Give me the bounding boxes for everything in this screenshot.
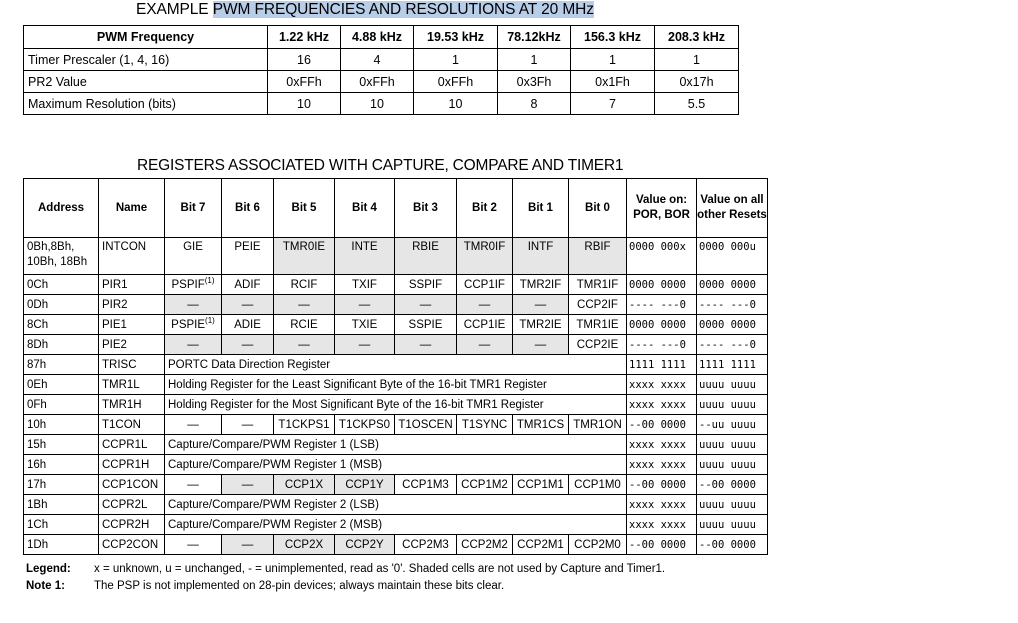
table-cell: Capture/Compare/PWM Register 1 (MSB) bbox=[165, 455, 627, 475]
table-cell: — bbox=[395, 295, 457, 315]
table-cell: INTF bbox=[513, 238, 569, 275]
table-cell: Maximum Resolution (bits) bbox=[24, 93, 268, 115]
table-row bbox=[24, 455, 768, 475]
header-cell: 208.3 kHz bbox=[655, 26, 739, 49]
pwm-title-prefix: EXAMPLE bbox=[136, 1, 213, 18]
table-cell: 0000 0000 bbox=[697, 275, 768, 295]
table-cell: CCP1M2 bbox=[457, 475, 513, 495]
table-cell: Capture/Compare/PWM Register 2 (LSB) bbox=[165, 495, 627, 515]
registers-table bbox=[23, 178, 768, 555]
table-cell: 0x1Fh bbox=[571, 71, 655, 93]
table-cell: 1 bbox=[498, 49, 571, 71]
table-cell: xxxx xxxx bbox=[627, 375, 697, 395]
header-cell: Bit 4 bbox=[335, 179, 395, 238]
table-cell: TXIF bbox=[335, 275, 395, 295]
table-cell: CCP2X bbox=[274, 535, 335, 555]
table-row bbox=[24, 335, 768, 355]
table-cell: 0xFFh bbox=[414, 71, 498, 93]
table-cell: ---- ---0 bbox=[697, 295, 768, 315]
table-cell: CCP1IE bbox=[457, 315, 513, 335]
table-cell: --00 0000 bbox=[627, 415, 697, 435]
table-cell: PIE2 bbox=[99, 335, 165, 355]
table-cell: 8 bbox=[498, 93, 571, 115]
table-cell: ADIF bbox=[222, 275, 274, 295]
table-cell: RCIE bbox=[274, 315, 335, 335]
table-cell bbox=[165, 315, 222, 335]
table-cell: CCP2IE bbox=[569, 335, 627, 355]
table-cell: — bbox=[165, 475, 222, 495]
table-cell: CCP2M3 bbox=[395, 535, 457, 555]
note-text: The PSP is not implemented on 28-pin devices; always maintain these bits clear. bbox=[94, 580, 505, 592]
table-cell: CCP2IF bbox=[569, 295, 627, 315]
table-cell: Holding Register for the Most Significant Byte of the 16-bit TMR1 Register bbox=[165, 395, 627, 415]
header-cell: 156.3 kHz bbox=[571, 26, 655, 49]
table-cell: 1 bbox=[655, 49, 739, 71]
table-cell: T1SYNC bbox=[457, 415, 513, 435]
table-cell: — bbox=[222, 335, 274, 355]
header-cell: Bit 5 bbox=[274, 179, 335, 238]
table-cell: — bbox=[222, 415, 274, 435]
table-cell: 10h bbox=[24, 415, 99, 435]
table-cell: PIR1 bbox=[99, 275, 165, 295]
table-cell: 0Dh bbox=[24, 295, 99, 315]
table-row bbox=[24, 375, 768, 395]
table-cell: TRISC bbox=[99, 355, 165, 375]
table-cell: — bbox=[165, 335, 222, 355]
table-cell: Capture/Compare/PWM Register 1 (LSB) bbox=[165, 435, 627, 455]
table-cell: 17h bbox=[24, 475, 99, 495]
header-cell: Bit 2 bbox=[457, 179, 513, 238]
table-cell: TMR1ON bbox=[569, 415, 627, 435]
table-cell: --uu uuuu bbox=[697, 415, 768, 435]
table-cell: xxxx xxxx bbox=[627, 395, 697, 415]
table-cell: — bbox=[395, 335, 457, 355]
table-cell: — bbox=[165, 295, 222, 315]
table-cell: --00 0000 bbox=[697, 475, 768, 495]
table-cell: 16 bbox=[268, 49, 341, 71]
header-cell: PWM Frequency bbox=[24, 26, 268, 49]
table-cell: — bbox=[274, 295, 335, 315]
table-cell: — bbox=[222, 535, 274, 555]
table-row bbox=[24, 295, 768, 315]
table-cell: 0xFFh bbox=[268, 71, 341, 93]
table-cell: 10 bbox=[341, 93, 414, 115]
table-cell: 1Bh bbox=[24, 495, 99, 515]
table-cell: TXIE bbox=[335, 315, 395, 335]
table-cell: — bbox=[513, 335, 569, 355]
table-cell: CCP1IF bbox=[457, 275, 513, 295]
pwm-table-title bbox=[136, 1, 594, 19]
table-header-row bbox=[24, 179, 768, 238]
table-cell: 1111 1111 bbox=[627, 355, 697, 375]
header-cell: Name bbox=[99, 179, 165, 238]
table-cell: 1Dh bbox=[24, 535, 99, 555]
table-cell bbox=[165, 275, 222, 295]
table-cell: TMR1IF bbox=[569, 275, 627, 295]
table-cell: 15h bbox=[24, 435, 99, 455]
table-cell: CCP1Y bbox=[335, 475, 395, 495]
table-cell: TMR1IE bbox=[569, 315, 627, 335]
table-cell: CCP2M2 bbox=[457, 535, 513, 555]
footnote-mark: (1) bbox=[205, 315, 215, 325]
table-cell: — bbox=[222, 475, 274, 495]
table-cell: — bbox=[513, 295, 569, 315]
table-cell: CCP1M1 bbox=[513, 475, 569, 495]
table-cell: CCPR2H bbox=[99, 515, 165, 535]
table-row bbox=[24, 355, 768, 375]
table-cell: T1OSCEN bbox=[395, 415, 457, 435]
table-cell: CCPR1L bbox=[99, 435, 165, 455]
table-cell: T1CKPS0 bbox=[335, 415, 395, 435]
table-cell: 0000 0000 bbox=[627, 315, 697, 335]
table-cell: 10 bbox=[268, 93, 341, 115]
table-cell: xxxx xxxx bbox=[627, 515, 697, 535]
table-cell: TMR1CS bbox=[513, 415, 569, 435]
table-cell: — bbox=[165, 415, 222, 435]
legend-label: Legend: bbox=[26, 563, 71, 575]
pwm-frequency-table bbox=[23, 25, 739, 115]
table-cell: TMR0IF bbox=[457, 238, 513, 275]
header-cell: Bit 0 bbox=[569, 179, 627, 238]
header-cell: 19.53 kHz bbox=[414, 26, 498, 49]
table-cell: — bbox=[165, 535, 222, 555]
table-row bbox=[24, 275, 768, 295]
table-cell: 87h bbox=[24, 355, 99, 375]
table-cell: — bbox=[457, 335, 513, 355]
table-cell: 1Ch bbox=[24, 515, 99, 535]
table-row bbox=[24, 49, 739, 71]
table-cell: 1 bbox=[571, 49, 655, 71]
table-cell: Holding Register for the Least Significant Byte of the 16-bit TMR1 Register bbox=[165, 375, 627, 395]
table-cell: 1 bbox=[414, 49, 498, 71]
note bbox=[26, 580, 504, 592]
legend bbox=[26, 563, 665, 575]
table-cell: ADIE bbox=[222, 315, 274, 335]
header-cell: 1.22 kHz bbox=[268, 26, 341, 49]
table-cell: uuuu uuuu bbox=[697, 395, 768, 415]
note-label: Note 1: bbox=[26, 580, 65, 592]
header-cell: Bit 3 bbox=[395, 179, 457, 238]
table-cell: GIE bbox=[165, 238, 222, 275]
header-cell: Bit 6 bbox=[222, 179, 274, 238]
table-cell: xxxx xxxx bbox=[627, 495, 697, 515]
table-cell: uuuu uuuu bbox=[697, 515, 768, 535]
table-cell: uuuu uuuu bbox=[697, 435, 768, 455]
header-cell: Value on: POR, BOR bbox=[627, 179, 697, 238]
table-cell: --00 0000 bbox=[697, 535, 768, 555]
cell-text: PSPIF bbox=[171, 278, 205, 291]
table-cell: 5.5 bbox=[655, 93, 739, 115]
table-row bbox=[24, 475, 768, 495]
table-cell: TMR2IF bbox=[513, 275, 569, 295]
table-cell: TMR0IE bbox=[274, 238, 335, 275]
table-cell: 1111 1111 bbox=[697, 355, 768, 375]
table-cell: CCPR2L bbox=[99, 495, 165, 515]
table-cell: PEIE bbox=[222, 238, 274, 275]
table-cell: CCPR1H bbox=[99, 455, 165, 475]
table-row bbox=[24, 93, 739, 115]
legend-text: x = unknown, u = unchanged, - = unimplemented, read as '0'. Shaded cells are not used by Capture and Timer1. bbox=[94, 563, 666, 575]
footnote-mark: (1) bbox=[204, 275, 215, 285]
table-cell: 0Ch bbox=[24, 275, 99, 295]
table-cell: PIE1 bbox=[99, 315, 165, 335]
table-cell: TMR1L bbox=[99, 375, 165, 395]
table-cell: CCP2M0 bbox=[569, 535, 627, 555]
table-cell: — bbox=[457, 295, 513, 315]
table-cell: 8Dh bbox=[24, 335, 99, 355]
table-cell: CCP2M1 bbox=[513, 535, 569, 555]
table-cell: T1CKPS1 bbox=[274, 415, 335, 435]
table-cell: PIR2 bbox=[99, 295, 165, 315]
table-row bbox=[24, 495, 768, 515]
table-cell: ---- ---0 bbox=[627, 335, 697, 355]
table-cell: SSPIE bbox=[395, 315, 457, 335]
table-cell: uuuu uuuu bbox=[697, 375, 768, 395]
table-cell: --00 0000 bbox=[627, 535, 697, 555]
table-row bbox=[24, 395, 768, 415]
table-cell: 0000 0000 bbox=[627, 275, 697, 295]
table-row bbox=[24, 315, 768, 335]
table-cell: INTE bbox=[335, 238, 395, 275]
table-cell: xxxx xxxx bbox=[627, 455, 697, 475]
header-cell: Bit 7 bbox=[165, 179, 222, 238]
table-header-row bbox=[24, 26, 739, 49]
table-cell: RCIF bbox=[274, 275, 335, 295]
pwm-title-highlight: PWM FREQUENCIES AND RESOLUTIONS AT 20 MHz bbox=[212, 1, 594, 18]
table-row bbox=[24, 535, 768, 555]
table-row bbox=[24, 415, 768, 435]
table-cell: 0000 0000 bbox=[697, 315, 768, 335]
table-cell: — bbox=[335, 335, 395, 355]
table-cell: ---- ---0 bbox=[697, 335, 768, 355]
table-cell: RBIE bbox=[395, 238, 457, 275]
table-cell: Capture/Compare/PWM Register 2 (MSB) bbox=[165, 515, 627, 535]
table-cell: 0Bh,8Bh, 10Bh, 18Bh bbox=[24, 238, 99, 275]
table-cell: INTCON bbox=[99, 238, 165, 275]
table-cell: SSPIF bbox=[395, 275, 457, 295]
table-cell: 4 bbox=[341, 49, 414, 71]
table-cell: T1CON bbox=[99, 415, 165, 435]
table-cell: 0Fh bbox=[24, 395, 99, 415]
header-cell: 4.88 kHz bbox=[341, 26, 414, 49]
table-cell: 0000 000u bbox=[697, 238, 768, 275]
table-cell: PORTC Data Direction Register bbox=[165, 355, 627, 375]
table-cell: uuuu uuuu bbox=[697, 495, 768, 515]
header-cell: 78.12kHz bbox=[498, 26, 571, 49]
header-cell: Address bbox=[24, 179, 99, 238]
table-cell: 0Eh bbox=[24, 375, 99, 395]
cell-text: PSPIE bbox=[171, 318, 206, 331]
table-cell: TMR2IE bbox=[513, 315, 569, 335]
table-cell: 8Ch bbox=[24, 315, 99, 335]
table-cell: CCP1M0 bbox=[569, 475, 627, 495]
table-cell: — bbox=[274, 335, 335, 355]
table-cell: Timer Prescaler (1, 4, 16) bbox=[24, 49, 268, 71]
table-cell: 0x3Fh bbox=[498, 71, 571, 93]
table-cell: CCP1X bbox=[274, 475, 335, 495]
header-cell: Value on all other Resets bbox=[697, 179, 768, 238]
table-cell: 10 bbox=[414, 93, 498, 115]
table-cell: — bbox=[335, 295, 395, 315]
table-cell: xxxx xxxx bbox=[627, 435, 697, 455]
table-row bbox=[24, 515, 768, 535]
registers-table-title: REGISTERS ASSOCIATED WITH CAPTURE, COMPARE AND TIMER1 bbox=[137, 157, 624, 174]
header-cell: Bit 1 bbox=[513, 179, 569, 238]
table-cell: CCP1M3 bbox=[395, 475, 457, 495]
table-cell: TMR1H bbox=[99, 395, 165, 415]
table-cell: CCP2Y bbox=[335, 535, 395, 555]
table-cell: 0x17h bbox=[655, 71, 739, 93]
table-row bbox=[24, 71, 739, 93]
table-cell: PR2 Value bbox=[24, 71, 268, 93]
table-cell: uuuu uuuu bbox=[697, 455, 768, 475]
table-cell: 16h bbox=[24, 455, 99, 475]
table-cell: 0xFFh bbox=[341, 71, 414, 93]
table-cell: — bbox=[222, 295, 274, 315]
table-cell: 0000 000x bbox=[627, 238, 697, 275]
table-cell: 7 bbox=[571, 93, 655, 115]
table-cell: RBIF bbox=[569, 238, 627, 275]
table-row bbox=[24, 435, 768, 455]
table-row bbox=[24, 238, 768, 275]
table-cell: ---- ---0 bbox=[627, 295, 697, 315]
table-cell: --00 0000 bbox=[627, 475, 697, 495]
table-cell: CCP1CON bbox=[99, 475, 165, 495]
table-cell: CCP2CON bbox=[99, 535, 165, 555]
